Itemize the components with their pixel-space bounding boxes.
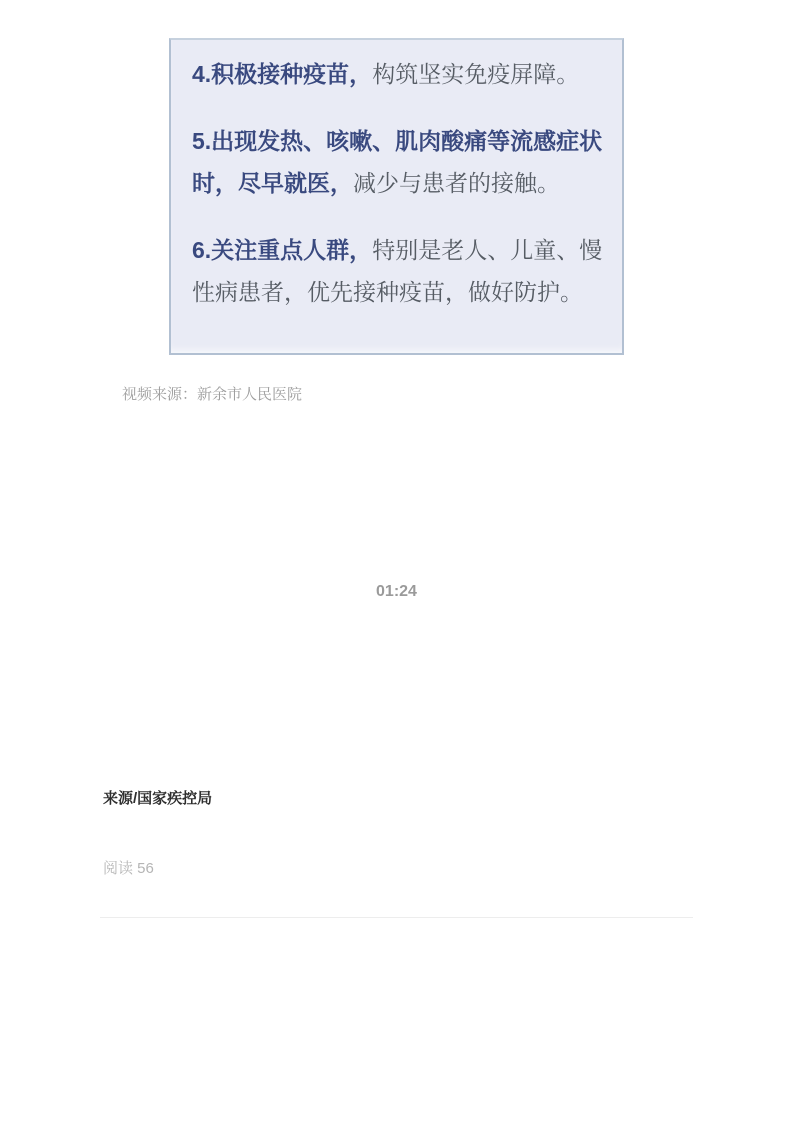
tip-item-4	[192, 53, 614, 95]
tip-6-lead: 6.关注重点人群，	[192, 237, 373, 263]
tip-5-rest: 减少与患者的接触。	[353, 170, 560, 196]
tip-4-rest: 构筑坚实免疫屏障。	[372, 61, 580, 87]
read-count: 阅读 56	[103, 860, 154, 877]
tip-item-6	[192, 229, 614, 313]
video-duration-label: 01:24	[376, 583, 417, 600]
tip-item-5	[192, 120, 614, 204]
video-source-caption: 视频来源：新余市人民医院	[122, 386, 303, 403]
tip-5-lead: 5.出现发热、咳嗽、肌肉酸痛等流感症状时，尽早就医，	[192, 128, 603, 196]
flu-tips-card	[169, 38, 624, 355]
tip-6-rest: 特别是老人、儿童、慢性病患者，优先接种疫苗，做好防护。	[192, 237, 603, 305]
footer-divider	[100, 917, 693, 918]
article-source-line: 来源/国家疾控局	[103, 790, 213, 807]
tip-4-lead: 4.积极接种疫苗，	[192, 61, 373, 87]
